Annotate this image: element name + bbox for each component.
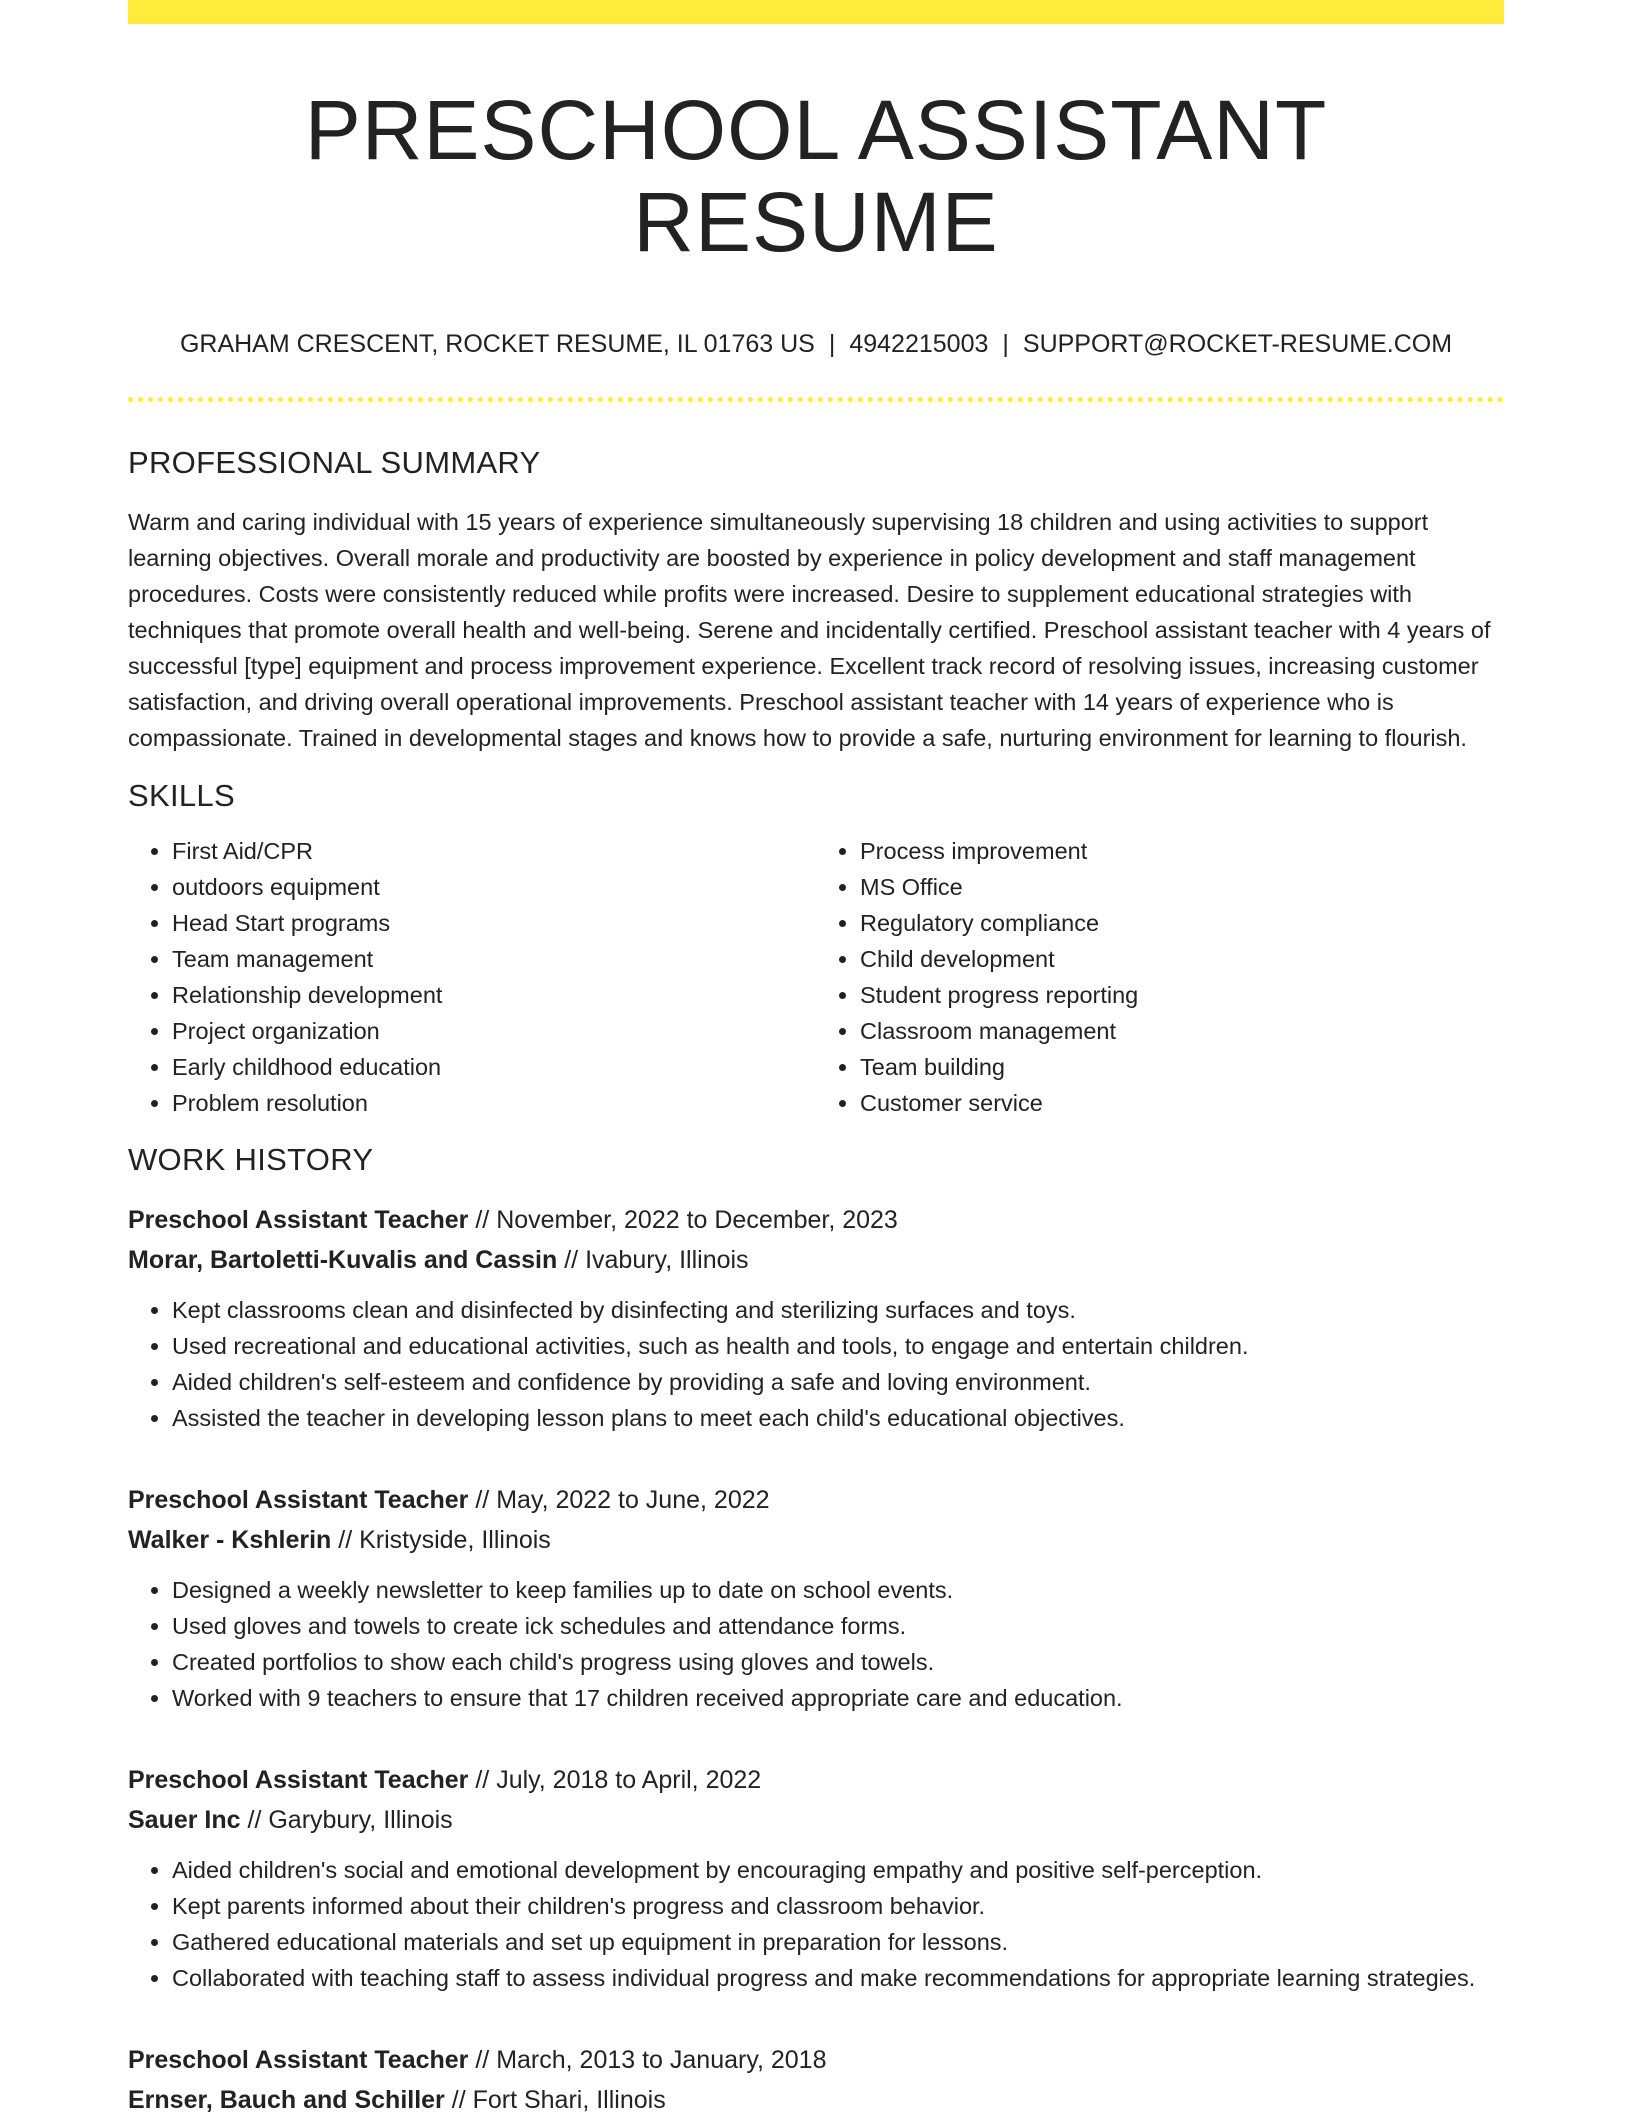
job-bullet: • Aided children's social and emotional development by encouraging empathy and positive self-perception. (172, 1852, 1504, 1888)
job-company: Morar, Bartoletti-Kuvalis and Cassin (128, 1245, 558, 1274)
skill-item: • Team building (860, 1049, 1504, 1085)
job-bullets (128, 1852, 1504, 1996)
job-title-line (128, 1760, 1504, 1800)
skill-item: • Classroom management (860, 1013, 1504, 1049)
skill-item: • Student progress reporting (860, 977, 1504, 1013)
job-company-line (128, 1520, 1504, 1560)
skill-item: • Head Start programs (172, 905, 816, 941)
skill-item: • Project organization (172, 1013, 816, 1049)
job-title: Preschool Assistant Teacher (128, 1205, 469, 1234)
resume-title: PRESCHOOL ASSISTANT RESUME (304, 83, 1328, 270)
job-bullet: • Designed a weekly newsletter to keep families up to date on school events. (172, 1572, 1504, 1608)
contact-separator: | (828, 329, 836, 358)
skill-item: • Early childhood education (172, 1049, 816, 1085)
job-bullet: • Kept classrooms clean and disinfected by disinfecting and sterilizing surfaces and toys. (172, 1292, 1504, 1328)
job-title: Preschool Assistant Teacher (128, 2045, 469, 2074)
contact-line (128, 329, 1504, 359)
job-company: Walker - Kshlerin (128, 1525, 332, 1554)
accent-bar (128, 0, 1504, 24)
job-title-line (128, 2040, 1504, 2080)
job-dates: // May, 2022 to June, 2022 (468, 1485, 770, 1514)
job-bullet: • Collaborated with teaching staff to assess individual progress and make recommendations for appropriate learning strategies. (172, 1960, 1504, 1996)
summary-section (128, 446, 1504, 756)
job-location: // Ivabury, Illinois (557, 1245, 749, 1274)
skill-item: • First Aid/CPR (172, 833, 816, 869)
job-entry (128, 1200, 1504, 1436)
summary-text: Warm and caring individual with 15 years of experience simultaneously supervising 18 children and using activities to support learning objectives. Overall morale and productivity are boosted by experience in policy development and staff management procedures. Costs were consistently reduced while profits were increased. Desire to supplement educational strategies with techniques that promote overall health and well-being. Serene and incidentally certified. Preschool assistant teacher with 4 years of successful [type] equipment and process improvement experience. Excellent track record of resolving issues, increasing customer satisfaction, and driving overall operational improvements. Preschool assistant teacher with 14 years of experience who is compassionate. Trained in developmental stages and knows how to provide a safe, nurturing environment for learning to flourish. (128, 508, 1491, 751)
skills-column-right (816, 833, 1504, 1121)
resume-page (128, 0, 1504, 2120)
dotted-divider (128, 397, 1504, 402)
job-dates: // March, 2013 to January, 2018 (468, 2045, 827, 2074)
work-history-section (128, 1143, 1504, 2119)
job-title-line (128, 1200, 1504, 1240)
job-title: Preschool Assistant Teacher (128, 1765, 469, 1794)
skill-item: • Relationship development (172, 977, 816, 1013)
contact-separator: | (1002, 329, 1009, 358)
job-bullets (128, 1292, 1504, 1436)
job-bullet: • Used gloves and towels to create ick schedules and attendance forms. (172, 1608, 1504, 1644)
job-company-line (128, 1800, 1504, 1840)
skills-section (128, 779, 1504, 1121)
job-bullet: • Created portfolios to show each child's progress using gloves and towels. (172, 1644, 1504, 1680)
job-entry (128, 1480, 1504, 1716)
job-company-line (128, 2080, 1504, 2120)
job-location: // Kristyside, Illinois (331, 1525, 551, 1554)
skill-item: • Process improvement (860, 833, 1504, 869)
work-history-heading: WORK HISTORY (128, 1142, 374, 1178)
job-bullet: • Aided children's self-esteem and confidence by providing a safe and loving environment. (172, 1364, 1504, 1400)
job-title: Preschool Assistant Teacher (128, 1485, 469, 1514)
skill-item: • Regulatory compliance (860, 905, 1504, 941)
contact-email: SUPPORT@ROCKET-RESUME.COM (1022, 329, 1453, 358)
job-location: // Fort Shari, Illinois (444, 2085, 666, 2114)
contact-phone: 4942215003 (849, 329, 989, 358)
job-title-line (128, 1480, 1504, 1520)
job-company: Ernser, Bauch and Schiller (128, 2085, 445, 2114)
job-bullet: • Gathered educational materials and set up equipment in preparation for lessons. (172, 1924, 1504, 1960)
job-location: // Garybury, Illinois (240, 1805, 453, 1834)
job-company: Sauer Inc (128, 1805, 241, 1834)
contact-address: GRAHAM CRESCENT, ROCKET RESUME, IL 01763 US (179, 329, 815, 358)
job-bullet: • Used recreational and educational activities, such as health and tools, to engage and entertain children. (172, 1328, 1504, 1364)
job-entry (128, 2040, 1504, 2120)
summary-heading: PROFESSIONAL SUMMARY (128, 444, 541, 480)
skill-item: • Child development (860, 941, 1504, 977)
job-bullet: • Assisted the teacher in developing lesson plans to meet each child's educational objectives. (172, 1400, 1504, 1436)
skills-grid (128, 833, 1504, 1121)
skill-item: • outdoors equipment (172, 869, 816, 905)
job-dates: // July, 2018 to April, 2022 (468, 1765, 762, 1794)
job-bullet: • Kept parents informed about their children's progress and classroom behavior. (172, 1888, 1504, 1924)
skill-item: • Team management (172, 941, 816, 977)
skill-item: • Problem resolution (172, 1085, 816, 1121)
skills-column-left (128, 833, 816, 1121)
skill-item: • MS Office (860, 869, 1504, 905)
job-bullet: • Worked with 9 teachers to ensure that 17 children received appropriate care and education. (172, 1680, 1504, 1716)
job-list (128, 1200, 1504, 2120)
job-dates: // November, 2022 to December, 2023 (468, 1205, 898, 1234)
skills-heading: SKILLS (128, 778, 235, 814)
job-entry (128, 1760, 1504, 1996)
skill-item: • Customer service (860, 1085, 1504, 1121)
job-company-line (128, 1240, 1504, 1280)
job-bullets (128, 1572, 1504, 1716)
